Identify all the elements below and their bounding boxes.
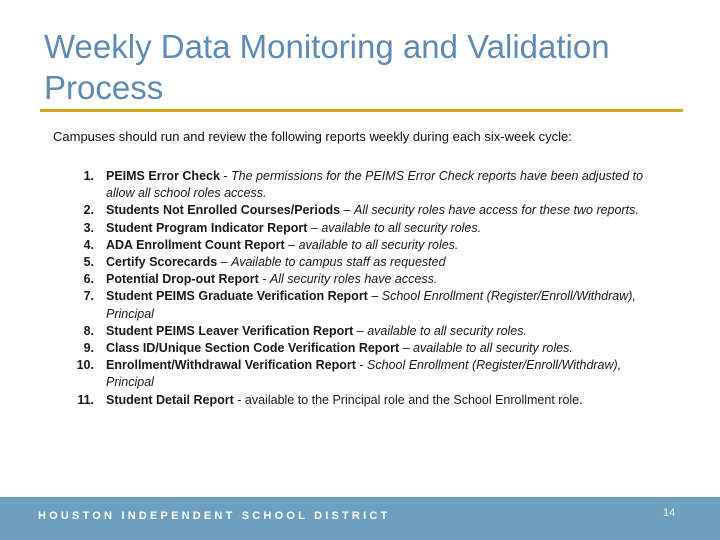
separator: – bbox=[217, 255, 232, 270]
report-access: School Enrollment (Register/Enroll/Withdraw), Principal bbox=[106, 289, 636, 321]
report-access: All security roles have access for these two reports. bbox=[353, 203, 639, 218]
list-item bbox=[62, 357, 662, 391]
separator: – bbox=[307, 220, 322, 235]
list-item bbox=[62, 271, 662, 288]
item-number: 8. bbox=[83, 323, 94, 338]
list-item bbox=[62, 323, 662, 340]
separator: – bbox=[399, 341, 414, 356]
report-name: Certify Scorecards bbox=[106, 255, 218, 270]
list-item bbox=[62, 254, 662, 271]
report-name: Potential Drop-out Report bbox=[106, 272, 259, 287]
list-item bbox=[62, 202, 662, 219]
item-number: 3. bbox=[83, 220, 94, 235]
separator: – bbox=[284, 237, 299, 252]
separator: - bbox=[355, 358, 368, 373]
item-number: 7. bbox=[83, 289, 94, 304]
report-access: Available to campus staff as requested bbox=[231, 255, 446, 270]
item-number: 5. bbox=[83, 255, 94, 270]
report-access: available to all security roles. bbox=[298, 237, 459, 252]
report-name: Enrollment/Withdrawal Verification Report bbox=[106, 358, 356, 373]
separator: – bbox=[367, 289, 382, 304]
separator: – bbox=[353, 323, 368, 338]
intro-text: Campuses should run and review the following reports weekly during each six-week cycle: bbox=[53, 129, 572, 144]
separator: – bbox=[340, 203, 354, 218]
report-name: Student Program Indicator Report bbox=[106, 220, 308, 235]
list-item bbox=[62, 220, 662, 237]
report-access: All security roles have access. bbox=[269, 272, 438, 287]
list-item bbox=[62, 237, 662, 254]
report-access: available to all security roles. bbox=[367, 323, 527, 338]
report-access: available to all security roles. bbox=[321, 220, 482, 235]
report-list bbox=[62, 168, 662, 409]
item-number: 9. bbox=[83, 341, 94, 356]
item-number: 11. bbox=[77, 392, 94, 407]
report-name: Class ID/Unique Section Code Verification Report bbox=[106, 341, 400, 356]
report-name: ADA Enrollment Count Report bbox=[106, 237, 285, 252]
report-name: Student Detail Report bbox=[106, 392, 234, 407]
report-access: available to all security roles. bbox=[413, 341, 573, 356]
report-name: Student PEIMS Leaver Verification Report bbox=[106, 323, 354, 338]
separator: - bbox=[233, 392, 245, 407]
report-access: School Enrollment (Register/Enroll/Withdraw), Principal bbox=[106, 358, 622, 390]
report-access: available to the Principal role and the School Enrollment role. bbox=[244, 392, 583, 407]
item-number: 4. bbox=[83, 237, 94, 252]
item-number: 10. bbox=[76, 358, 94, 373]
separator: - bbox=[219, 169, 232, 183]
footer-bar bbox=[0, 497, 720, 540]
item-number: 2. bbox=[83, 203, 94, 218]
separator: - bbox=[258, 272, 270, 287]
list-item bbox=[62, 288, 662, 322]
list-item bbox=[62, 168, 662, 202]
report-name: Student PEIMS Graduate Verification Report bbox=[106, 289, 368, 304]
district-name: HOUSTON INDEPENDENT SCHOOL DISTRICT bbox=[38, 510, 391, 522]
item-number: 6. bbox=[83, 272, 94, 287]
title-divider bbox=[40, 109, 683, 112]
item-number: 1. bbox=[83, 169, 94, 183]
slide-title: Weekly Data Monitoring and Validation Process bbox=[44, 28, 610, 106]
report-access: The permissions for the PEIMS Error Check reports have been adjusted to allow all school roles access. bbox=[106, 169, 644, 201]
list-item bbox=[62, 340, 662, 357]
page-number: 14 bbox=[663, 507, 676, 519]
report-name: Students Not Enrolled Courses/Periods bbox=[106, 203, 341, 218]
list-item bbox=[62, 392, 662, 409]
report-name: PEIMS Error Check bbox=[106, 169, 220, 183]
